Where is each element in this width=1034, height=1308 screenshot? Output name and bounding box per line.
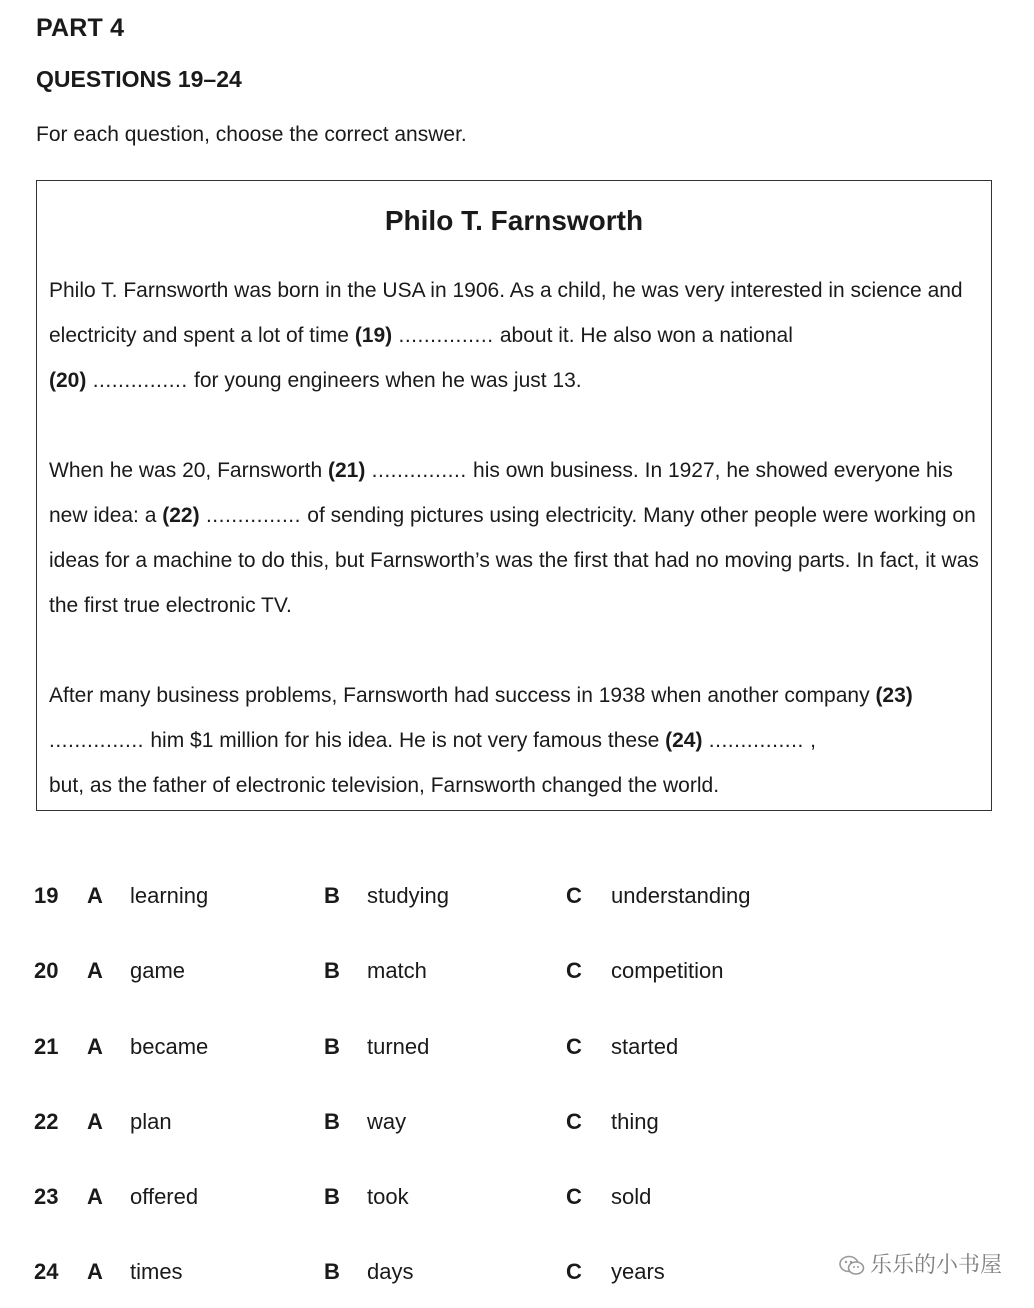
gap-number-21: (21) xyxy=(327,459,366,482)
instruction-text: For each question, choose the correct answer. xyxy=(36,123,467,146)
answer-row-23 xyxy=(0,1176,1034,1220)
option-a[interactable]: game xyxy=(130,958,186,983)
question-number: 22 xyxy=(34,1109,59,1134)
option-b[interactable]: way xyxy=(367,1109,407,1134)
gap-number-24: (24) xyxy=(665,729,703,752)
question-number: 24 xyxy=(34,1259,59,1284)
question-number: 23 xyxy=(34,1184,59,1209)
question-number: 19 xyxy=(34,883,59,908)
question-number: 21 xyxy=(34,1034,59,1059)
passage-paragraph-3 xyxy=(49,673,979,808)
passage-paragraph-2 xyxy=(49,448,979,628)
gap-number-20: (20) xyxy=(49,369,87,392)
gap-19: ............... xyxy=(392,324,500,347)
option-a-letter[interactable]: A xyxy=(87,883,103,908)
gap-23: ............... xyxy=(49,729,151,752)
gap-20: ............... xyxy=(86,369,195,392)
paragraph-text: When he was 20, Farnsworth xyxy=(49,459,328,482)
passage-title: Philo T. Farnsworth xyxy=(384,205,644,236)
option-a-letter[interactable]: A xyxy=(87,958,103,983)
gap-24: ............... , xyxy=(702,729,817,752)
watermark-text: 乐乐的小书屋 xyxy=(869,1253,1002,1278)
option-b[interactable]: studying xyxy=(367,883,449,908)
paragraph-text: his own business. In 1927, he showed everyone his new idea: a xyxy=(49,459,953,527)
option-b-letter[interactable]: B xyxy=(324,958,340,983)
gap-number-22: (22) xyxy=(162,504,200,527)
answer-row-21 xyxy=(0,1026,1034,1070)
questions-title: QUESTIONS 19–24 xyxy=(36,66,242,92)
gap-21: ............... xyxy=(365,459,474,482)
watermark xyxy=(838,1248,1002,1279)
option-a-letter[interactable]: A xyxy=(87,1034,103,1059)
option-c[interactable]: sold xyxy=(611,1184,652,1209)
paragraph-text: After many business problems, Farnsworth had success in 1938 when another company xyxy=(49,684,876,707)
option-c[interactable]: started xyxy=(611,1034,679,1059)
passage-paragraph-1 xyxy=(49,268,979,403)
option-b[interactable]: took xyxy=(367,1184,409,1209)
paragraph-text: but, as the father of electronic television, Farnsworth changed the world. xyxy=(49,774,720,797)
option-c-letter[interactable]: C xyxy=(566,958,582,983)
option-b-letter[interactable]: B xyxy=(324,1034,340,1059)
option-b-letter[interactable]: B xyxy=(324,1109,340,1134)
option-a[interactable]: plan xyxy=(130,1109,172,1134)
option-c[interactable]: years xyxy=(611,1259,665,1284)
option-b-letter[interactable]: B xyxy=(324,883,340,908)
gap-number-19: (19) xyxy=(354,324,393,347)
gap-number-23: (23) xyxy=(875,684,913,707)
option-a[interactable]: became xyxy=(130,1034,209,1059)
option-b[interactable]: match xyxy=(367,958,427,983)
option-c[interactable]: competition xyxy=(611,958,724,983)
answer-row-22 xyxy=(0,1101,1034,1145)
option-c[interactable]: thing xyxy=(611,1109,659,1134)
answer-row-20 xyxy=(0,950,1034,994)
option-a-letter[interactable]: A xyxy=(87,1109,103,1134)
paragraph-text: Philo T. Farnsworth was born in the USA in 1906. As a child, he was very interested in science and electricity and spent a lot of time xyxy=(49,279,963,347)
option-b-letter[interactable]: B xyxy=(324,1184,340,1209)
answer-row-19 xyxy=(0,875,1034,919)
passage-box xyxy=(36,180,992,811)
option-c[interactable]: understanding xyxy=(611,883,751,908)
paragraph-text: about it. He also won a national xyxy=(499,324,793,347)
option-c-letter[interactable]: C xyxy=(566,1109,582,1134)
option-a[interactable]: learning xyxy=(130,883,209,908)
paragraph-text: of sending pictures using electricity. Many other people were working on ideas for a machine to do this, but Farnsworth’s was the first that had no moving parts. In fact, it was the first true electronic TV. xyxy=(49,504,979,617)
option-c-letter[interactable]: C xyxy=(566,883,582,908)
option-a[interactable]: times xyxy=(130,1259,183,1284)
option-a[interactable]: offered xyxy=(130,1184,199,1209)
option-b[interactable]: days xyxy=(367,1259,414,1284)
option-a-letter[interactable]: A xyxy=(87,1259,103,1284)
paragraph-text: for young engineers when he was just 13. xyxy=(194,369,582,392)
part-title: PART 4 xyxy=(36,14,125,42)
option-c-letter[interactable]: C xyxy=(566,1259,582,1284)
option-a-letter[interactable]: A xyxy=(87,1184,103,1209)
question-number: 20 xyxy=(34,958,59,983)
wechat-icon xyxy=(838,1253,870,1278)
option-c-letter[interactable]: C xyxy=(566,1034,582,1059)
option-b-letter[interactable]: B xyxy=(324,1259,340,1284)
paragraph-text: him $1 million for his idea. He is not very famous these xyxy=(150,729,666,752)
option-b[interactable]: turned xyxy=(367,1034,430,1059)
gap-22: ............... xyxy=(199,504,308,527)
option-c-letter[interactable]: C xyxy=(566,1184,582,1209)
